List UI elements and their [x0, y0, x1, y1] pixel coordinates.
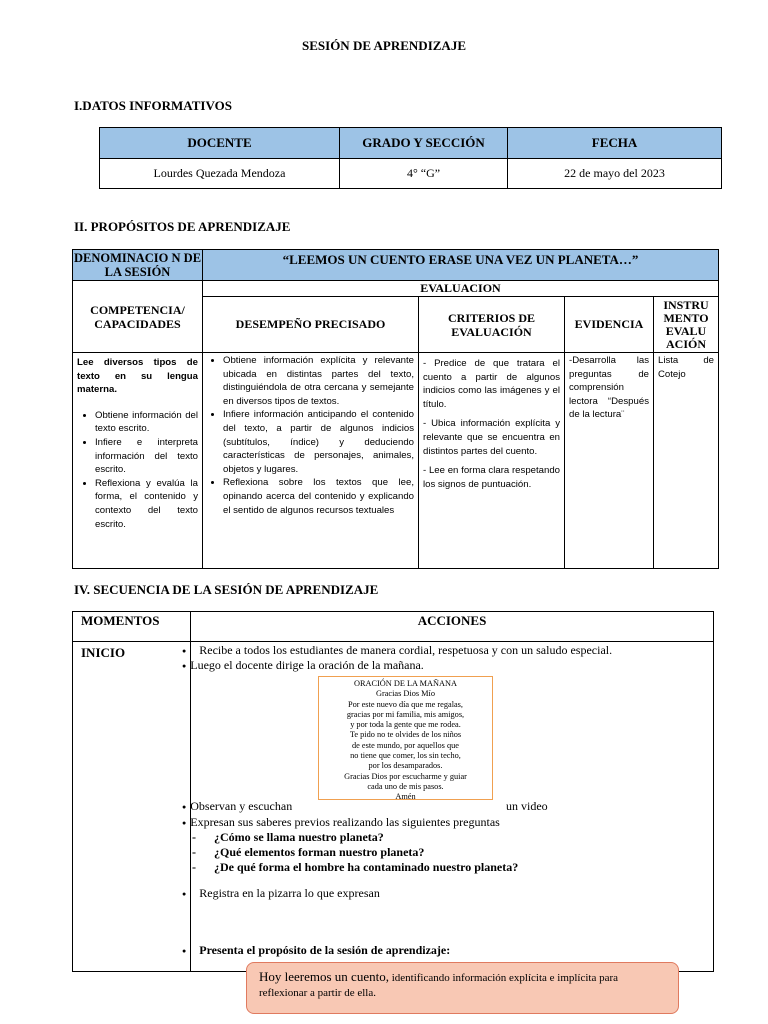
- info-table: [99, 127, 722, 189]
- action-expresan: [182, 815, 500, 830]
- purpose-box: [246, 962, 679, 1014]
- question-item: - ¿De qué forma el hombre ha contaminado nuestro planeta?: [192, 860, 519, 874]
- header-criterios: CRITERIOS DE EVALUACIÓN: [419, 297, 565, 353]
- header-instrumento: INSTRU MENTO EVALU ACIÓN: [654, 297, 719, 353]
- criterio-item: - Ubica información explícita y relevante que se encuentra en distintos partes del cuento.: [423, 418, 560, 457]
- action-presenta: [182, 943, 450, 958]
- dash-icon: -: [192, 830, 196, 844]
- bullet-icon: [182, 943, 190, 957]
- prayer-line: y por toda la gente que me rodea.: [350, 720, 461, 730]
- action-text: Expresan sus saberes previos realizando las siguientes preguntas: [190, 815, 500, 829]
- action-registra: [182, 886, 380, 901]
- dash-icon: -: [192, 860, 196, 874]
- bullet-icon: [182, 643, 190, 657]
- question-item: - ¿Qué elementos forman nuestro planeta?: [192, 845, 425, 859]
- capacidad-item: • Obtiene información del texto escrito.: [95, 409, 198, 436]
- header-evaluacion: EVALUACION: [203, 281, 719, 297]
- prayer-box: [318, 676, 493, 800]
- capacidad-item: • Infiere e interpreta información del texto escrito.: [95, 436, 198, 477]
- prayer-line: Gracias Dios Mío: [376, 689, 435, 699]
- bullet-icon: [182, 886, 190, 900]
- header-evidencia: EVIDENCIA: [565, 297, 654, 353]
- bullet-icon: [182, 815, 190, 829]
- action-text: Luego el docente dirige la oración de la mañana.: [190, 658, 424, 672]
- prayer-line: gracias por mi familia, mis amigos,: [346, 709, 465, 719]
- denominacion-label: DENOMINACIO N DE LA SESIÓN: [73, 251, 202, 279]
- prayer-line: no tiene que comer, los sin techo,: [350, 751, 461, 761]
- moment-inicio: INICIO: [73, 642, 191, 972]
- desempeno-cell: [203, 353, 419, 569]
- competencia-cell: [73, 353, 203, 569]
- criterios-cell: [419, 353, 565, 569]
- action-video: un video: [506, 799, 548, 813]
- grado-value: 4° “G”: [340, 159, 508, 189]
- prayer-line: cada uno de mis pasos.: [367, 781, 444, 791]
- action-text: Recibe a todos los estudiantes de manera cordial, respetuosa y con un saludo especial.: [199, 643, 613, 657]
- prayer-line: de este mundo, por aquellos que: [352, 740, 459, 750]
- prayer-line: Te pido no te olvides de los niños: [349, 730, 462, 740]
- header-docente: DOCENTE: [100, 128, 340, 159]
- section-secuencia: IV. SECUENCIA DE LA SESIÓN DE APRENDIZAJE: [74, 582, 379, 597]
- header-momentos: MOMENTOS: [73, 612, 191, 642]
- question-item: - ¿Cómo se llama nuestro planeta?: [192, 830, 384, 844]
- criterio-item: - Lee en forma clara respetando los signos de puntuación.: [423, 465, 560, 490]
- desempeno-item: • Obtiene información explícita y relevante ubicada en distintas partes del texto, distinguiéndola de otra cercana y semejante en diversos tipos de textos.: [223, 354, 414, 408]
- purpose-rest: identificando información explícita e implícita para reflexionar a partir de ella.: [259, 972, 619, 999]
- competencia-title: Lee diversos tipos de texto en su lengua materna.: [77, 357, 198, 396]
- criterio-item: - Predice de que tratara el cuento a partir de algunos indicios como las imágenes y el título.: [423, 358, 560, 410]
- page-title: SESIÓN DE APRENDIZAJE: [302, 38, 466, 53]
- prayer-line: Gracias Dios por escucharme y guiar: [344, 771, 467, 781]
- header-competencia: COMPETENCIA/ CAPACIDADES: [73, 281, 203, 353]
- dash-icon: -: [192, 845, 196, 859]
- prayer-line: por los desamparados.: [368, 761, 443, 771]
- desempeno-item: • Infiere información anticipando el contenido del texto, a partir de algunos indicios (subtítulos, índice) y deduciendo características de personajes, animales, objetos y lugares.: [223, 408, 414, 476]
- prayer-line: Amén: [395, 792, 416, 802]
- desempenos-list: [205, 354, 414, 517]
- session-name: “LEEMOS UN CUENTO ERASE UNA VEZ UN PLANETA…”: [203, 250, 719, 281]
- header-acciones: ACCIONES: [191, 612, 714, 642]
- header-desempeno: DESEMPEÑO PRECISADO: [203, 297, 419, 353]
- action-recibe: [182, 643, 612, 658]
- action-text: Observan y escuchan: [190, 799, 293, 813]
- section-propositos: II. PROPÓSITOS DE APRENDIZAJE: [74, 219, 291, 234]
- section-datos-informativos: I.DATOS INFORMATIVOS: [74, 98, 232, 113]
- evidencia-cell: -Desarrolla las preguntas de comprensión lectora “Después de la lectura¨: [565, 353, 654, 569]
- capacidades-list: [77, 409, 198, 531]
- capacidad-item: • Reflexiona y evalúa la forma, el contenido y contexto del texto escrito.: [95, 477, 198, 531]
- prayer-line: Por este nuevo día que me regalas,: [348, 699, 463, 709]
- prayer-line: ORACIÓN DE LA MAÑANA: [353, 679, 458, 688]
- bullet-icon: [182, 799, 190, 813]
- action-oracion: [182, 658, 424, 673]
- action-text: Registra en la pizarra lo que expresan: [199, 886, 380, 900]
- purposes-table: [72, 249, 719, 569]
- header-grado: GRADO Y SECCIÓN: [340, 128, 508, 159]
- header-fecha: FECHA: [508, 128, 722, 159]
- desempeno-item: • Reflexiona sobre los textos que lee, opinando acerca del contenido y explicando el sentido de algunos recursos textuales: [223, 476, 414, 517]
- bullet-icon: [182, 658, 190, 672]
- docente-value: Lourdes Quezada Mendoza: [100, 159, 340, 189]
- fecha-value: 22 de mayo del 2023: [508, 159, 722, 189]
- purpose-lead: Hoy leeremos un cuento,: [259, 969, 389, 984]
- action-text: Presenta el propósito de la sesión de aprendizaje:: [199, 943, 451, 957]
- instrumento-cell: Lista de Cotejo: [654, 353, 719, 569]
- action-observan: [182, 799, 292, 814]
